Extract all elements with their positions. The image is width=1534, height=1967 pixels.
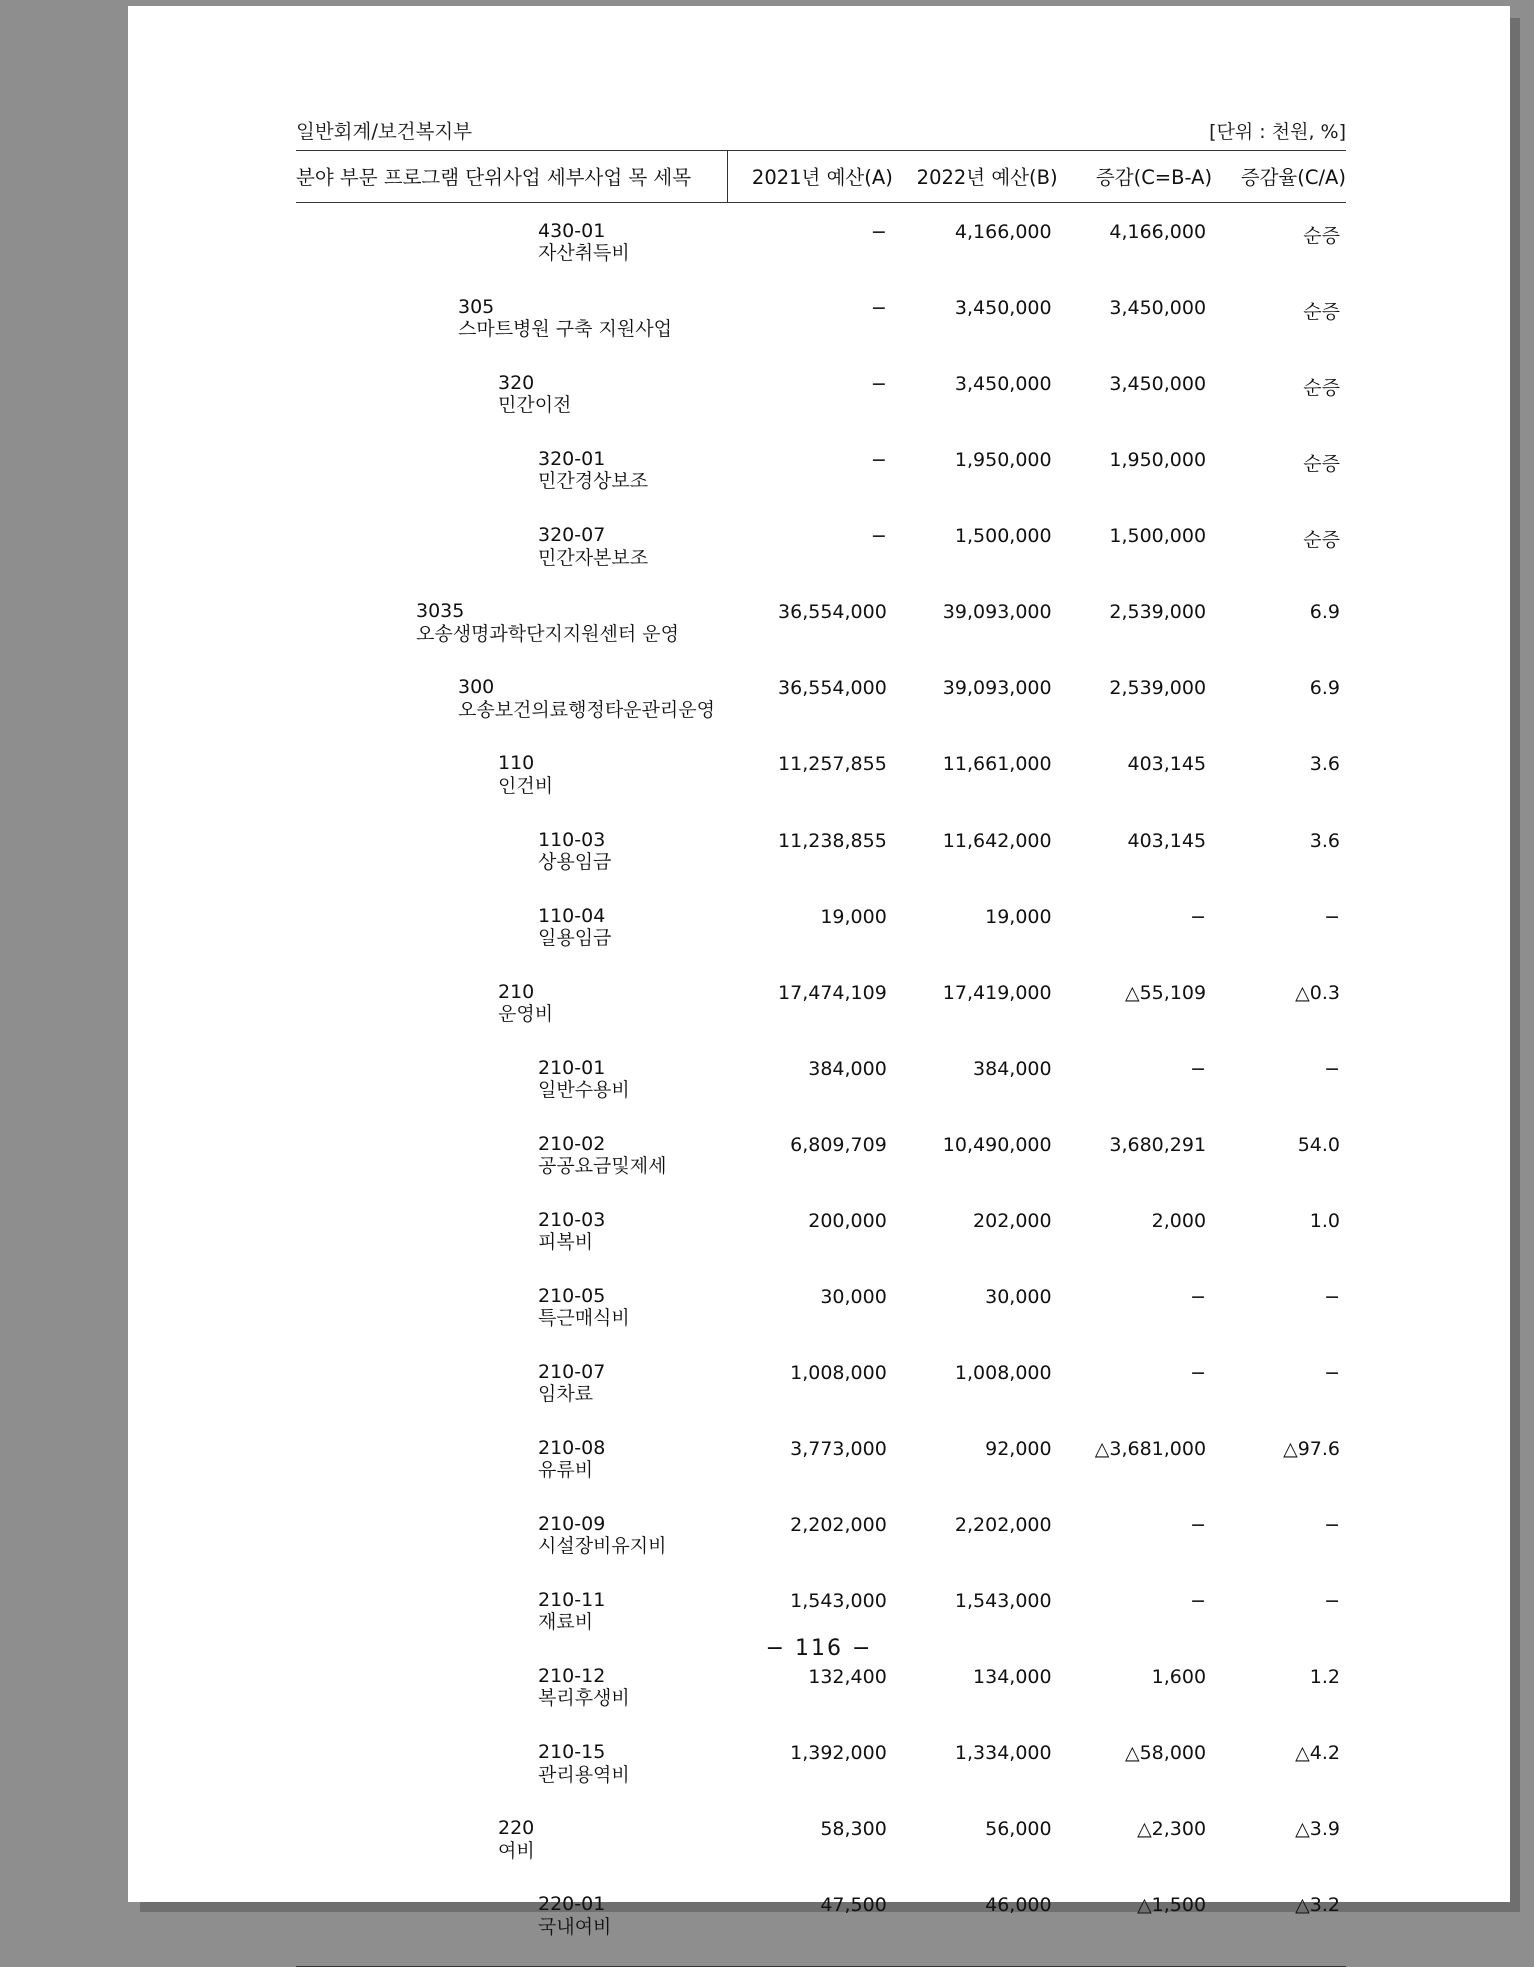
row-value-2021: 11,257,855 [778, 753, 887, 776]
row-value-change: △55,109 [1124, 981, 1207, 1004]
row-label: 복리후생비 [538, 1687, 630, 1710]
row-value-change: △58,000 [1124, 1742, 1207, 1765]
table-row [296, 355, 1346, 431]
row-code: 300 [458, 676, 495, 699]
row-name-cell [296, 1420, 728, 1496]
row-name-cell [296, 203, 728, 280]
header-left-title: 일반회계/보건복지부 [296, 120, 473, 143]
row-value-2022: 134,000 [973, 1666, 1052, 1689]
row-value-change-rate: 1.2 [1309, 1666, 1340, 1689]
row-value-change-rate: 순증 [1303, 377, 1340, 400]
row-value-change-rate: 1.0 [1309, 1209, 1340, 1232]
row-name-cell [296, 888, 728, 964]
row-value-change: 3,450,000 [1109, 297, 1207, 320]
row-name-cell [296, 279, 728, 355]
row-value-change: 4,166,000 [1109, 221, 1207, 243]
row-name-cell [296, 1344, 728, 1420]
table-row [296, 735, 1346, 811]
row-value-2022: 92,000 [985, 1438, 1052, 1460]
page-number: − 116 − [765, 1636, 873, 1661]
row-name-cell [296, 1116, 728, 1192]
row-value-change-rate: − [1324, 1514, 1340, 1537]
row-name-cell [296, 1268, 728, 1344]
column-header-change: 증감(C=B-A) [1058, 151, 1212, 203]
row-value-2021: 132,400 [808, 1666, 887, 1689]
row-value-2022: 4,166,000 [954, 221, 1052, 243]
row-label: 관리용역비 [538, 1763, 630, 1786]
row-value-change: − [1190, 1514, 1207, 1537]
row-value-2022: 202,000 [973, 1209, 1052, 1232]
header-unit-note: [단위 : 천원, %] [1209, 121, 1346, 143]
row-value-2022: 1,334,000 [954, 1742, 1052, 1765]
row-value-2022: 1,543,000 [954, 1590, 1052, 1613]
row-code: 320-07 [538, 524, 606, 547]
row-value-change: 3,680,291 [1109, 1133, 1207, 1156]
row-value-2021: − [870, 449, 887, 472]
row-name-cell [296, 1040, 728, 1116]
row-value-2021: 1,543,000 [790, 1590, 887, 1613]
row-name-cell [296, 583, 728, 659]
table-row [296, 583, 1346, 659]
row-value-2022: 3,450,000 [954, 373, 1052, 396]
document-header [296, 116, 1346, 150]
row-code: 220-01 [538, 1893, 606, 1916]
table-row [296, 279, 1346, 355]
table-row [296, 507, 1346, 583]
row-value-change-rate: 순증 [1303, 225, 1340, 247]
table-row [296, 1800, 1346, 1876]
row-code: 210-15 [538, 1741, 606, 1764]
row-value-change-rate: △3.2 [1295, 1894, 1340, 1917]
row-value-2021: 36,554,000 [778, 677, 887, 700]
row-value-2022: 39,093,000 [942, 677, 1052, 700]
row-name-cell [296, 1724, 728, 1800]
row-value-2021: 200,000 [808, 1209, 887, 1232]
row-value-change: △2,300 [1137, 1818, 1207, 1841]
table-body [296, 203, 1346, 1953]
row-code: 3035 [416, 600, 465, 623]
row-code: 210-12 [538, 1665, 606, 1688]
row-name-cell [296, 1496, 728, 1572]
table-row [296, 203, 1346, 280]
row-value-2021: 58,300 [820, 1818, 887, 1841]
row-value-2021: 19,000 [820, 905, 887, 928]
page-content [296, 116, 1346, 1967]
row-code: 210-08 [538, 1437, 606, 1459]
table-row [296, 1876, 1346, 1952]
row-value-change-rate: △3.9 [1295, 1818, 1340, 1841]
table-row [296, 1040, 1346, 1116]
row-code: 220 [498, 1817, 535, 1840]
row-value-2021: − [870, 297, 887, 320]
table-row [296, 812, 1346, 888]
row-value-change-rate: 순증 [1303, 453, 1340, 476]
table-row [296, 1268, 1346, 1344]
row-value-2021: 1,392,000 [790, 1742, 887, 1765]
row-value-2022: 56,000 [985, 1818, 1052, 1841]
row-code: 110 [498, 752, 535, 775]
row-value-2021: 2,202,000 [790, 1514, 887, 1537]
column-header-change-rate: 증감율(C/A) [1212, 151, 1346, 203]
document-page [128, 6, 1510, 1938]
row-value-2022: 19,000 [985, 905, 1052, 928]
row-name-cell [296, 1800, 728, 1876]
row-label: 국내여비 [538, 1915, 612, 1938]
row-value-change-rate: 3.6 [1309, 829, 1340, 852]
row-label: 운영비 [498, 1002, 554, 1025]
row-code: 210-09 [538, 1513, 606, 1536]
row-label: 스마트병원 구축 지원사업 [458, 318, 672, 341]
row-value-2022: 10,490,000 [942, 1133, 1052, 1156]
row-value-2021: 36,554,000 [778, 601, 887, 624]
row-value-2021: 384,000 [808, 1057, 887, 1080]
row-value-change-rate: 6.9 [1309, 601, 1340, 624]
row-value-2022: 2,202,000 [954, 1514, 1052, 1537]
row-label: 일반수용비 [538, 1078, 630, 1101]
row-value-change: △3,681,000 [1094, 1438, 1207, 1460]
row-code: 210 [498, 980, 535, 1003]
row-value-change-rate: − [1324, 905, 1340, 928]
budget-table [296, 151, 1346, 1952]
row-value-2022: 384,000 [973, 1057, 1052, 1080]
row-value-change-rate: 54.0 [1297, 1133, 1340, 1156]
row-value-change: 3,450,000 [1109, 373, 1207, 396]
table-row [296, 964, 1346, 1040]
table-row [296, 1192, 1346, 1268]
row-value-change-rate: △0.3 [1295, 981, 1340, 1004]
row-value-2022: 11,642,000 [942, 829, 1052, 852]
row-value-2021: 47,500 [820, 1894, 887, 1917]
row-value-change: △1,500 [1137, 1894, 1207, 1917]
row-value-2021: − [870, 525, 887, 548]
page-footer [128, 1636, 1510, 1661]
row-label: 오송보건의료행정타운관리운영 [458, 698, 715, 721]
column-header-2022: 2022년 예산(B) [893, 151, 1058, 203]
row-name-cell [296, 964, 728, 1040]
row-value-change: − [1190, 1057, 1207, 1080]
row-value-2022: 11,661,000 [942, 753, 1052, 776]
row-value-2022: 3,450,000 [954, 297, 1052, 320]
row-value-change: − [1190, 1285, 1207, 1308]
table-row [296, 1344, 1346, 1420]
table-row [296, 1724, 1346, 1800]
table-row [296, 1420, 1346, 1496]
row-value-2021: 30,000 [820, 1285, 887, 1308]
row-value-change-rate: 순증 [1303, 529, 1340, 552]
row-value-2021: 3,773,000 [790, 1438, 887, 1460]
row-code: 210-03 [538, 1208, 606, 1231]
row-label: 피복비 [538, 1231, 594, 1254]
table-row [296, 1496, 1346, 1572]
row-code: 210-01 [538, 1056, 606, 1079]
row-name-cell [296, 735, 728, 811]
page-sheet [128, 6, 1510, 1938]
row-label: 민간자본보조 [538, 546, 649, 569]
row-label: 공공요금및제세 [538, 1155, 667, 1178]
row-label: 자산취득비 [538, 242, 630, 265]
row-value-change-rate: − [1324, 1361, 1340, 1384]
row-value-change-rate: 순증 [1303, 301, 1340, 324]
row-label: 특근매식비 [538, 1307, 630, 1330]
row-value-change-rate: − [1324, 1590, 1340, 1613]
row-value-change: 2,539,000 [1109, 677, 1207, 700]
row-code: 305 [458, 296, 495, 319]
row-value-change: 403,145 [1127, 753, 1207, 776]
row-value-change: 2,539,000 [1109, 601, 1207, 624]
row-value-change: − [1190, 1361, 1207, 1384]
row-value-change-rate: △97.6 [1283, 1438, 1340, 1460]
row-value-2022: 1,500,000 [954, 525, 1052, 548]
row-value-2022: 30,000 [985, 1285, 1052, 1308]
row-name-cell [296, 431, 728, 507]
table-row [296, 1116, 1346, 1192]
row-label: 유류비 [538, 1459, 594, 1482]
row-value-change: − [1190, 1590, 1207, 1613]
row-value-change: 1,950,000 [1109, 449, 1207, 472]
row-value-change-rate: − [1324, 1057, 1340, 1080]
row-name-cell [296, 659, 728, 735]
column-header-name: 분야 부문 프로그램 단위사업 세부사업 목 세목 [296, 151, 728, 203]
row-value-change: 1,500,000 [1109, 525, 1207, 548]
row-label: 오송생명과학단지지원센터 운영 [416, 622, 679, 645]
row-code: 210-05 [538, 1284, 606, 1307]
row-label: 상용임금 [538, 850, 612, 873]
row-value-change-rate: 6.9 [1309, 677, 1340, 700]
row-value-change-rate: − [1324, 1285, 1340, 1308]
row-name-cell [296, 812, 728, 888]
row-code: 110-03 [538, 828, 606, 851]
row-code: 210-11 [538, 1589, 606, 1612]
row-value-change: 1,600 [1151, 1666, 1207, 1689]
row-value-change: − [1190, 905, 1207, 928]
row-value-2021: 6,809,709 [790, 1133, 887, 1156]
row-value-2022: 46,000 [985, 1894, 1052, 1917]
row-value-2021: 1,008,000 [790, 1361, 887, 1384]
row-value-2022: 17,419,000 [942, 981, 1052, 1004]
table-row [296, 659, 1346, 735]
row-value-change: 403,145 [1127, 829, 1207, 852]
row-label: 시설장비유지비 [538, 1535, 667, 1558]
row-label: 인건비 [498, 774, 554, 797]
row-label: 일용임금 [538, 926, 612, 949]
row-value-change-rate: △4.2 [1295, 1742, 1340, 1765]
table-header-row [296, 151, 1346, 203]
row-value-2021: − [870, 373, 887, 396]
row-value-2021: − [870, 221, 887, 243]
row-name-cell [296, 1192, 728, 1268]
row-code: 430-01 [538, 220, 606, 242]
row-value-2022: 39,093,000 [942, 601, 1052, 624]
row-name-cell [296, 507, 728, 583]
row-label: 임차료 [538, 1383, 594, 1406]
row-label: 재료비 [538, 1611, 594, 1634]
row-value-2021: 11,238,855 [778, 829, 887, 852]
row-code: 210-02 [538, 1132, 606, 1155]
row-code: 320-01 [538, 448, 606, 471]
row-value-2022: 1,008,000 [954, 1361, 1052, 1384]
column-header-2021: 2021년 예산(A) [728, 151, 893, 203]
row-value-change-rate: 3.6 [1309, 753, 1340, 776]
row-name-cell [296, 355, 728, 431]
row-code: 210-07 [538, 1360, 606, 1383]
row-value-2021: 17,474,109 [778, 981, 887, 1004]
row-label: 여비 [498, 1839, 535, 1862]
row-value-2022: 1,950,000 [954, 449, 1052, 472]
row-value-change: 2,000 [1151, 1209, 1207, 1232]
row-code: 320 [498, 372, 535, 395]
table-row [296, 888, 1346, 964]
row-label: 민간경상보조 [538, 470, 649, 493]
row-code: 110-04 [538, 904, 606, 927]
table-row [296, 431, 1346, 507]
row-name-cell [296, 1876, 728, 1952]
row-label: 민간이전 [498, 394, 572, 417]
